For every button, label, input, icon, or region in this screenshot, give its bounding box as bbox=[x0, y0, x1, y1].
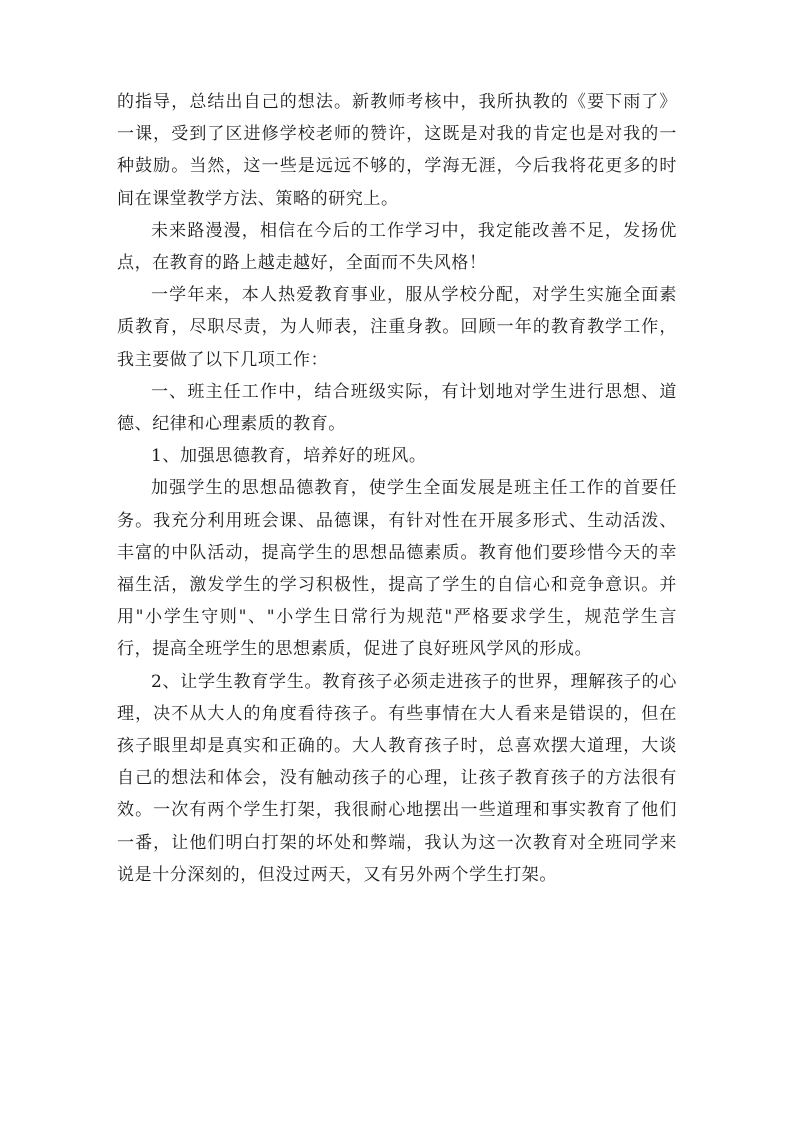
paragraph: 未来路漫漫，相信在今后的工作学习中，我定能改善不足，发扬优点，在教育的路上越走越好，全面而不失风格！ bbox=[117, 220, 677, 274]
paragraph: 1、加强思德教育，培养好的班风。 bbox=[151, 446, 427, 467]
paragraph: 2、让学生教育学生。教育孩子必须走进孩子的世界，理解孩子的心理，决不从大人的角度看待孩子。有些事情在大人看来是错误的，但在孩子眼里却是真实和正确的。大人教育孩子时，总喜欢摆大道理，大谈自己的想法和体会，没有触动孩子的心理，让孩子教育孩子的方法很有效。一次有两个学生打架，我很耐心地摆出一些道理和事实教育了他们一番，让他们明白打架的坏处和弊端，我认为这一次教育对全班同学来说是十分深刻的，但没过两天，又有另外两个学生打架。 bbox=[117, 671, 677, 885]
paragraph: 一、班主任工作中，结合班级实际，有计划地对学生进行思想、道德、纪律和心理素质的教育。 bbox=[117, 381, 677, 435]
paragraph: 一学年来，本人热爱教育事业，服从学校分配，对学生实施全面素质教育，尽职尽责，为人师表，注重身教。回顾一年的教育教学工作，我主要做了以下几项工作： bbox=[117, 285, 677, 370]
document-body bbox=[117, 86, 677, 891]
paragraph: 加强学生的思想品德教育，使学生全面发展是班主任工作的首要任务。我充分利用班会课、品德课，有针对性在开展多形式、生动活泼、丰富的中队活动，提高学生的思想品德素质。教育他们要珍惜今天的幸福生活，激发学生的学习积极性，提高了学生的自信心和竞争意识。并用"小学生守则"、"小学生日常行为规范"严格要求学生，规范学生言行，提高全班学生的思想素质，促进了良好班风学风的形成。 bbox=[117, 478, 677, 660]
paragraph: 的指导，总结出自己的想法。新教师考核中，我所执教的《要下雨了》一课，受到了区进修学校老师的赞许，这既是对我的肯定也是对我的一种鼓励。当然，这一些是远远不够的，学海无涯，今后我将花更多的时间在课堂教学方法、策略的研究上。 bbox=[117, 92, 677, 209]
